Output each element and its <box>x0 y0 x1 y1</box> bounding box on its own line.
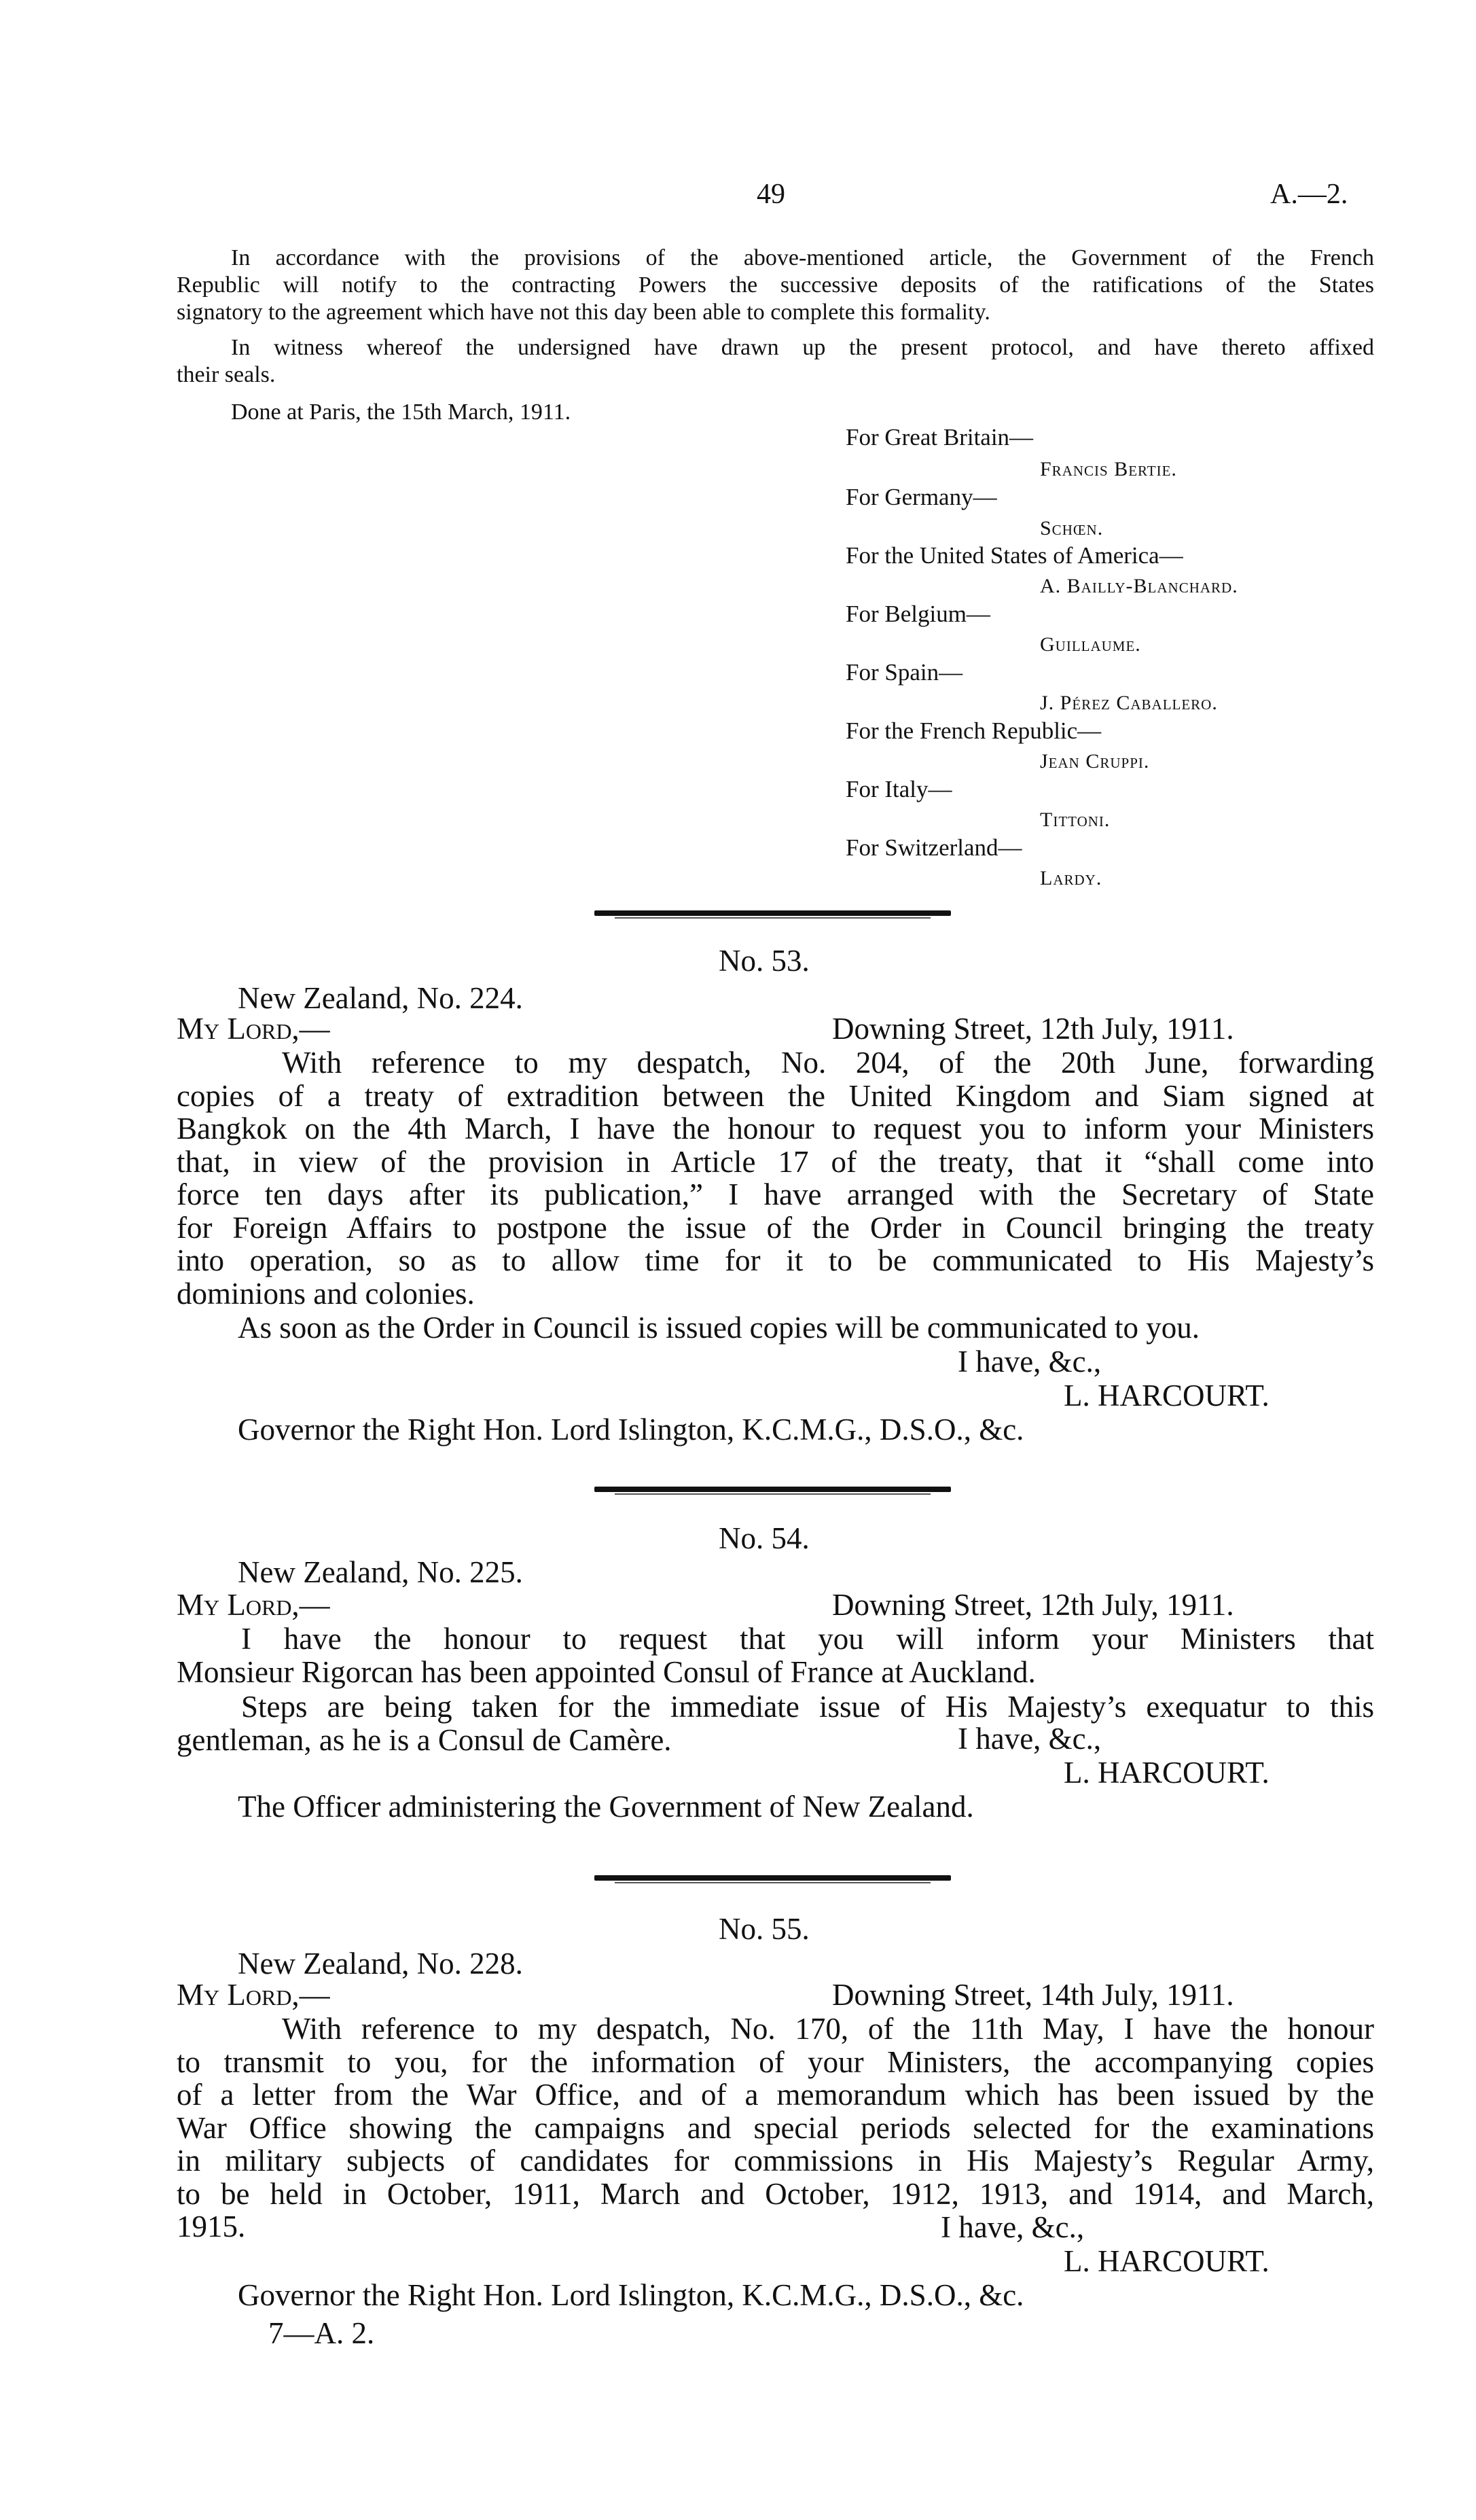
text-line: signatory to the agreement which have not this day been able to complete this formality. <box>177 300 990 325</box>
text-line: I have the honour to request that you will inform your Ministers that <box>241 1622 1374 1656</box>
letter-reference: New Zealand, No. 225. <box>238 1555 523 1589</box>
signatory-name: Lardy. <box>1040 867 1102 889</box>
text-line: In accordance with the provisions of the above-mentioned article, the Government of the French <box>231 245 1374 270</box>
text-line: With reference to my despatch, No. 204, of the 20th June, forwarding <box>282 1046 1374 1080</box>
signatory-name: Tittoni. <box>1040 809 1111 831</box>
page-number: 49 <box>757 179 785 210</box>
text-line: Steps are being taken for the immediate issue of His Majesty’s exequatur to this <box>241 1690 1374 1724</box>
text-line: War Office showing the campaigns and special periods selected for the examinations <box>177 2110 1374 2145</box>
text-line: in military subjects of candidates for commissions in His Majesty’s Regular Army, <box>177 2144 1374 2178</box>
text-line: into operation, so as to allow time for it to be communicated to His Majesty’s <box>177 1243 1374 1277</box>
section-divider <box>594 1487 951 1492</box>
closing: I have, &c., <box>958 1345 1102 1379</box>
text-line: force ten days after its publication,” I have arranged with the Secretary of State <box>177 1177 1374 1211</box>
text-line: to be held in October, 1911, March and October, 1912, 1913, and 1914, and March, <box>177 2176 1374 2211</box>
letter-number: No. 55. <box>719 1912 810 1946</box>
signatory-country: For Germany— <box>846 484 997 510</box>
letter-body-2: As soon as the Order in Council is issued copies will be communicated to you. <box>238 1311 1200 1345</box>
document-reference: A.—2. <box>1270 179 1348 210</box>
text-line: dominions and colonies. <box>177 1276 475 1311</box>
signature-mark: 7—A. 2. <box>268 2316 375 2350</box>
signatory-name: Francis Bertie. <box>1040 458 1177 480</box>
signatory-name: J. Pérez Caballero. <box>1040 692 1218 714</box>
done-at-paris: Done at Paris, the 15th March, 1911. <box>231 400 571 425</box>
letter-body <box>177 2012 1374 2243</box>
text-line: Monsieur Rigorcan has been appointed Consul of France at Auckland. <box>177 1654 1036 1689</box>
text-line: their seals. <box>177 362 276 387</box>
section-divider <box>594 910 951 916</box>
text-line: that, in view of the provision in Article 17 of the treaty, that it “shall come into <box>177 1144 1374 1179</box>
addressee: Governor the Right Hon. Lord Islington, K.C.M.G., D.S.O., &c. <box>238 1413 1024 1447</box>
text-line: gentleman, as he is a Consul de Camère. <box>177 1722 672 1757</box>
place-date: Downing Street, 14th July, 1911. <box>832 1978 1234 2012</box>
text-line: of a letter from the War Office, and of a memorandum which has been issued by the <box>177 2078 1374 2112</box>
signatory-country: For Spain— <box>846 659 963 686</box>
letter-reference: New Zealand, No. 228. <box>238 1947 523 1981</box>
text-line: Bangkok on the 4th March, I have the honour to request you to inform your Ministers <box>177 1112 1374 1146</box>
addressee: The Officer administering the Government of New Zealand. <box>238 1790 974 1824</box>
closing: I have, &c., <box>958 1722 1102 1756</box>
signatory-country: For the French Republic— <box>846 717 1102 744</box>
salutation: My Lord,— <box>177 1012 330 1046</box>
signature: L. HARCOURT. <box>1064 1379 1270 1413</box>
closing: I have, &c., <box>941 2210 1085 2244</box>
place-date: Downing Street, 12th July, 1911. <box>832 1588 1234 1622</box>
letter-body <box>177 1046 1374 1310</box>
signatory-country: For Italy— <box>846 776 952 802</box>
signatory-country: For the United States of America— <box>846 542 1183 569</box>
text-line: 1915. <box>177 2210 246 2243</box>
signatory-name: Guillaume. <box>1040 633 1141 656</box>
text-line: In witness whereof the undersigned have drawn up the present protocol, and have thereto affixed <box>231 335 1374 360</box>
letter-body-2 <box>177 1690 1374 1756</box>
text-line: copies of a treaty of extradition between the United Kingdom and Siam signed at <box>177 1078 1374 1113</box>
text-line: With reference to my despatch, No. 170, of the 11th May, I have the honour <box>282 2012 1374 2046</box>
text-line: for Foreign Affairs to postpone the issue of the Order in Council bringing the treaty <box>177 1210 1374 1245</box>
signatory-name: A. Bailly-Blanchard. <box>1040 575 1238 597</box>
letter-number: No. 53. <box>719 944 810 978</box>
letter-body <box>177 1622 1374 1688</box>
salutation: My Lord,— <box>177 1588 330 1622</box>
signatory-country: For Great Britain— <box>846 424 1034 450</box>
salutation: My Lord,— <box>177 1978 330 2012</box>
protocol-paragraph <box>177 245 1374 326</box>
signatory-country: For Switzerland— <box>846 834 1022 861</box>
place-date: Downing Street, 12th July, 1911. <box>832 1012 1234 1046</box>
text-line: Republic will notify to the contracting Powers the successive deposits of the ratifications of the States <box>177 272 1374 298</box>
letter-number: No. 54. <box>719 1521 810 1555</box>
signature: L. HARCOURT. <box>1064 2244 1270 2278</box>
text-line: to transmit to you, for the information of your Ministers, the accompanying copies <box>177 2044 1374 2079</box>
signature: L. HARCOURT. <box>1064 1756 1270 1790</box>
section-divider <box>594 1875 951 1881</box>
signatory-country: For Belgium— <box>846 601 990 627</box>
signatory-name: Schœn. <box>1040 517 1104 539</box>
letter-reference: New Zealand, No. 224. <box>238 981 523 1015</box>
witness-paragraph <box>177 334 1374 389</box>
signatory-name: Jean Cruppi. <box>1040 750 1150 773</box>
addressee: Governor the Right Hon. Lord Islington, K.C.M.G., D.S.O., &c. <box>238 2278 1024 2312</box>
